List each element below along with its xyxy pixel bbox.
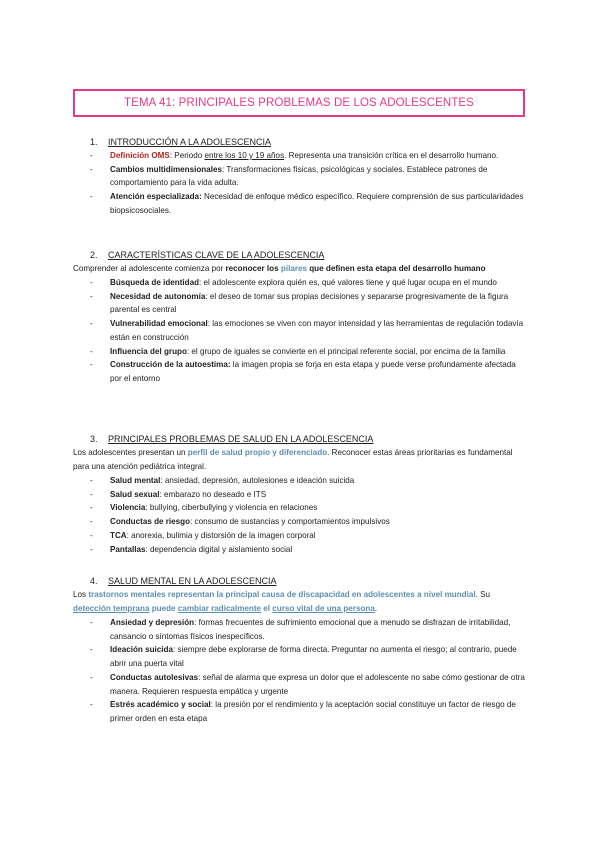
section-title: SALUD MENTAL EN LA ADOLESCENCIA — [108, 576, 277, 586]
list-item: - Estrés académico y social: la presión por el rendimiento y la aceptación social constituye un factor de riesgo de primer orden en esta etapa — [90, 698, 526, 725]
section-2-intro: Comprender al adolescente comienza por reconocer los pilares que definen esta etapa del desarrollo humano — [73, 264, 486, 273]
section-title: CARACTERÍSTICAS CLAVE DE LA ADOLESCENCIA — [108, 250, 325, 260]
section-4-intro: Los trastornos mentales representan la principal causa de discapacidad en adolescentes a nivel mundial. Su detección temprana puede cambiar radicalmente el curso vital de una persona. — [73, 590, 491, 613]
section-title: PRINCIPALES PROBLEMAS DE SALUD EN LA ADOLESCENCIA — [108, 434, 374, 444]
list-item: - Vulnerabilidad emocional: las emociones se viven con mayor intensidad y las herramientas de regulación todavía están en construcción — [90, 317, 526, 344]
list-item: - Atención especializada: Necesidad de enfoque médico específico. Requiere comprensión de sus particularidades biopsicosociales. — [90, 190, 526, 217]
list-item: - Construcción de la autoestima: la imagen propia se forja en esta etapa y puede verse profundamente afectada por el entorno — [90, 358, 526, 385]
list-item: - Búsqueda de identidad: el adolescente explora quién es, qué valores tiene y qué lugar ocupa en el mundo — [90, 276, 526, 290]
list-item: - TCA: anorexia, bulimia y distorsión de la imagen corporal — [90, 529, 526, 543]
list-item: - Conductas autolesivas: señal de alarma que expresa un dolor que el adolescente no sabe cómo gestionar de otra manera. Requieren respuesta empática y urgente — [90, 671, 526, 698]
list-item: - Cambios multidimensionales: Transformaciones físicas, psicológicas y sociales. Establece patrones de comportamiento para la vida adulta. — [90, 163, 526, 190]
section-2-heading — [90, 250, 324, 261]
list-item: - Conductas de riesgo: consumo de sustancias y comportamientos impulsivos — [90, 515, 526, 529]
section-4-list — [90, 616, 526, 726]
list-item: - Necesidad de autonomía: el deseo de tomar sus propias decisiones y separarse progresivamente de la figura parental es central — [90, 290, 526, 317]
list-item: - Salud mental: ansiedad, depresión, autolesiones e ideación suicida — [90, 474, 526, 488]
list-item: - Salud sexual: embarazo no deseado e ITS — [90, 488, 526, 502]
section-title: INTRODUCCIÓN A LA ADOLESCENCIA — [108, 137, 272, 147]
section-number: 1. — [90, 137, 98, 147]
title-box — [73, 89, 525, 117]
section-1-heading — [90, 137, 271, 148]
section-3-intro: Los adolescentes presentan un perfil de salud propio y diferenciado. Reconocer estas áreas prioritarias es fundamental para una atención pediátrica integral. — [73, 448, 513, 471]
list-item: - Ansiedad y depresión: formas frecuentes de sufrimiento emocional que a menudo se disfrazan de irritabilidad, cansancio o síntomas físicos inespecíficos. — [90, 616, 526, 643]
section-2-list — [90, 276, 526, 386]
section-number: 2. — [90, 250, 98, 260]
list-item: - Definición OMS: Periodo entre los 10 y 19 años. Representa una transición crítica en el desarrollo humano. — [90, 149, 526, 163]
section-number: 4. — [90, 576, 98, 586]
section-1-list — [90, 149, 526, 218]
page-title: TEMA 41: PRINCIPALES PROBLEMAS DE LOS ADOLESCENTES — [124, 97, 474, 109]
section-3-list — [90, 474, 526, 556]
section-number: 3. — [90, 434, 98, 444]
list-item: - Influencia del grupo: el grupo de iguales se convierte en el principal referente social, por encima de la familia — [90, 345, 526, 359]
list-item: - Ideación suicida: siempre debe explorarse de forma directa. Preguntar no aumenta el riesgo; al contrario, puede abrir una puerta vital — [90, 643, 526, 670]
list-item: - Pantallas: dependencia digital y aislamiento social — [90, 543, 526, 557]
section-3-heading — [90, 434, 373, 445]
list-item: - Violencia: bullying, ciberbullying y violencia en relaciones — [90, 501, 526, 515]
section-4-heading — [90, 576, 277, 587]
